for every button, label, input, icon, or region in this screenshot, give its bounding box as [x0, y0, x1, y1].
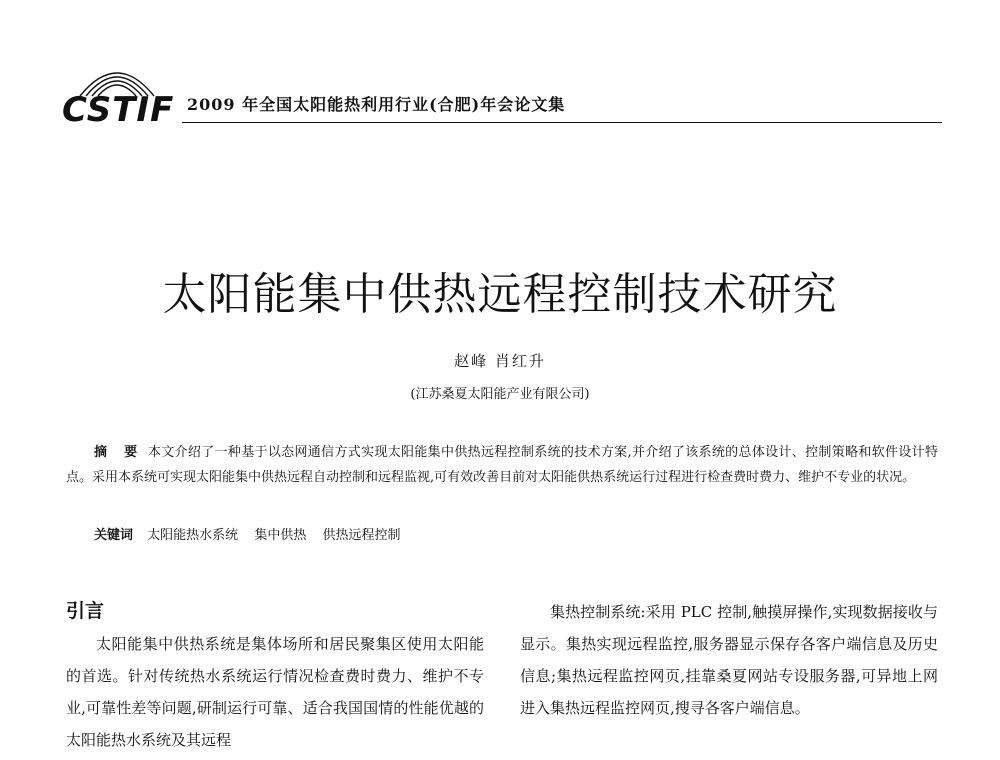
body-paragraph: 集热控制系统:采用 PLC 控制,触摸屏操作,实现数据接收与显示。集热实现远程监控,服务器显示保存各客户端信息及历史信息;集热远程监控网页,挂靠桑夏网站专设服务器,可异地上网进入集热远程监控网页,搜寻各客户端信息。	[520, 603, 938, 717]
left-column	[66, 596, 484, 756]
keyword: 集中供热	[254, 528, 307, 543]
keywords-label: 关键词	[94, 528, 134, 543]
page-header	[62, 58, 942, 128]
proceedings-title: 2009 年全国太阳能热利用行业(合肥)年会论文集	[187, 95, 566, 114]
abstract	[66, 440, 938, 490]
body-paragraph: 太阳能集中供热系统是集体场所和居民聚集区使用太阳能的首选。针对传统热水系统运行情况检查费时费力、维护不专业,可靠性差等问题,研制运行可靠、适合我国国情的性能优越的太阳能热水系统及其远程	[66, 635, 484, 749]
keyword: 太阳能热水系统	[147, 528, 239, 543]
paper-affiliation: (江苏桑夏太阳能产业有限公司)	[410, 387, 590, 402]
abstract-label: 摘 要	[94, 445, 144, 460]
paper-authors: 赵峰 肖红升	[454, 352, 546, 370]
keywords	[94, 524, 412, 543]
keyword: 供热远程控制	[322, 528, 401, 543]
cstif-logo	[62, 58, 175, 130]
section-heading: 引言	[66, 600, 105, 622]
paper-title: 太阳能集中供热远程控制技术研究	[162, 269, 838, 320]
abstract-text: 本文介绍了一种基于以态网通信方式实现太阳能集中供热远程控制系统的技术方案,并介绍了该系统的总体设计、控制策略和软件设计特点。采用本系统可实现太阳能集中供热远程自动控制和远程监视,可有效改善目前对太阳能供热系统运行过程进行检查费时费力、维护不专业的状况。	[66, 445, 938, 485]
right-column	[520, 596, 938, 724]
header-rule	[182, 122, 942, 123]
logo-text: CSTIF	[62, 90, 175, 130]
